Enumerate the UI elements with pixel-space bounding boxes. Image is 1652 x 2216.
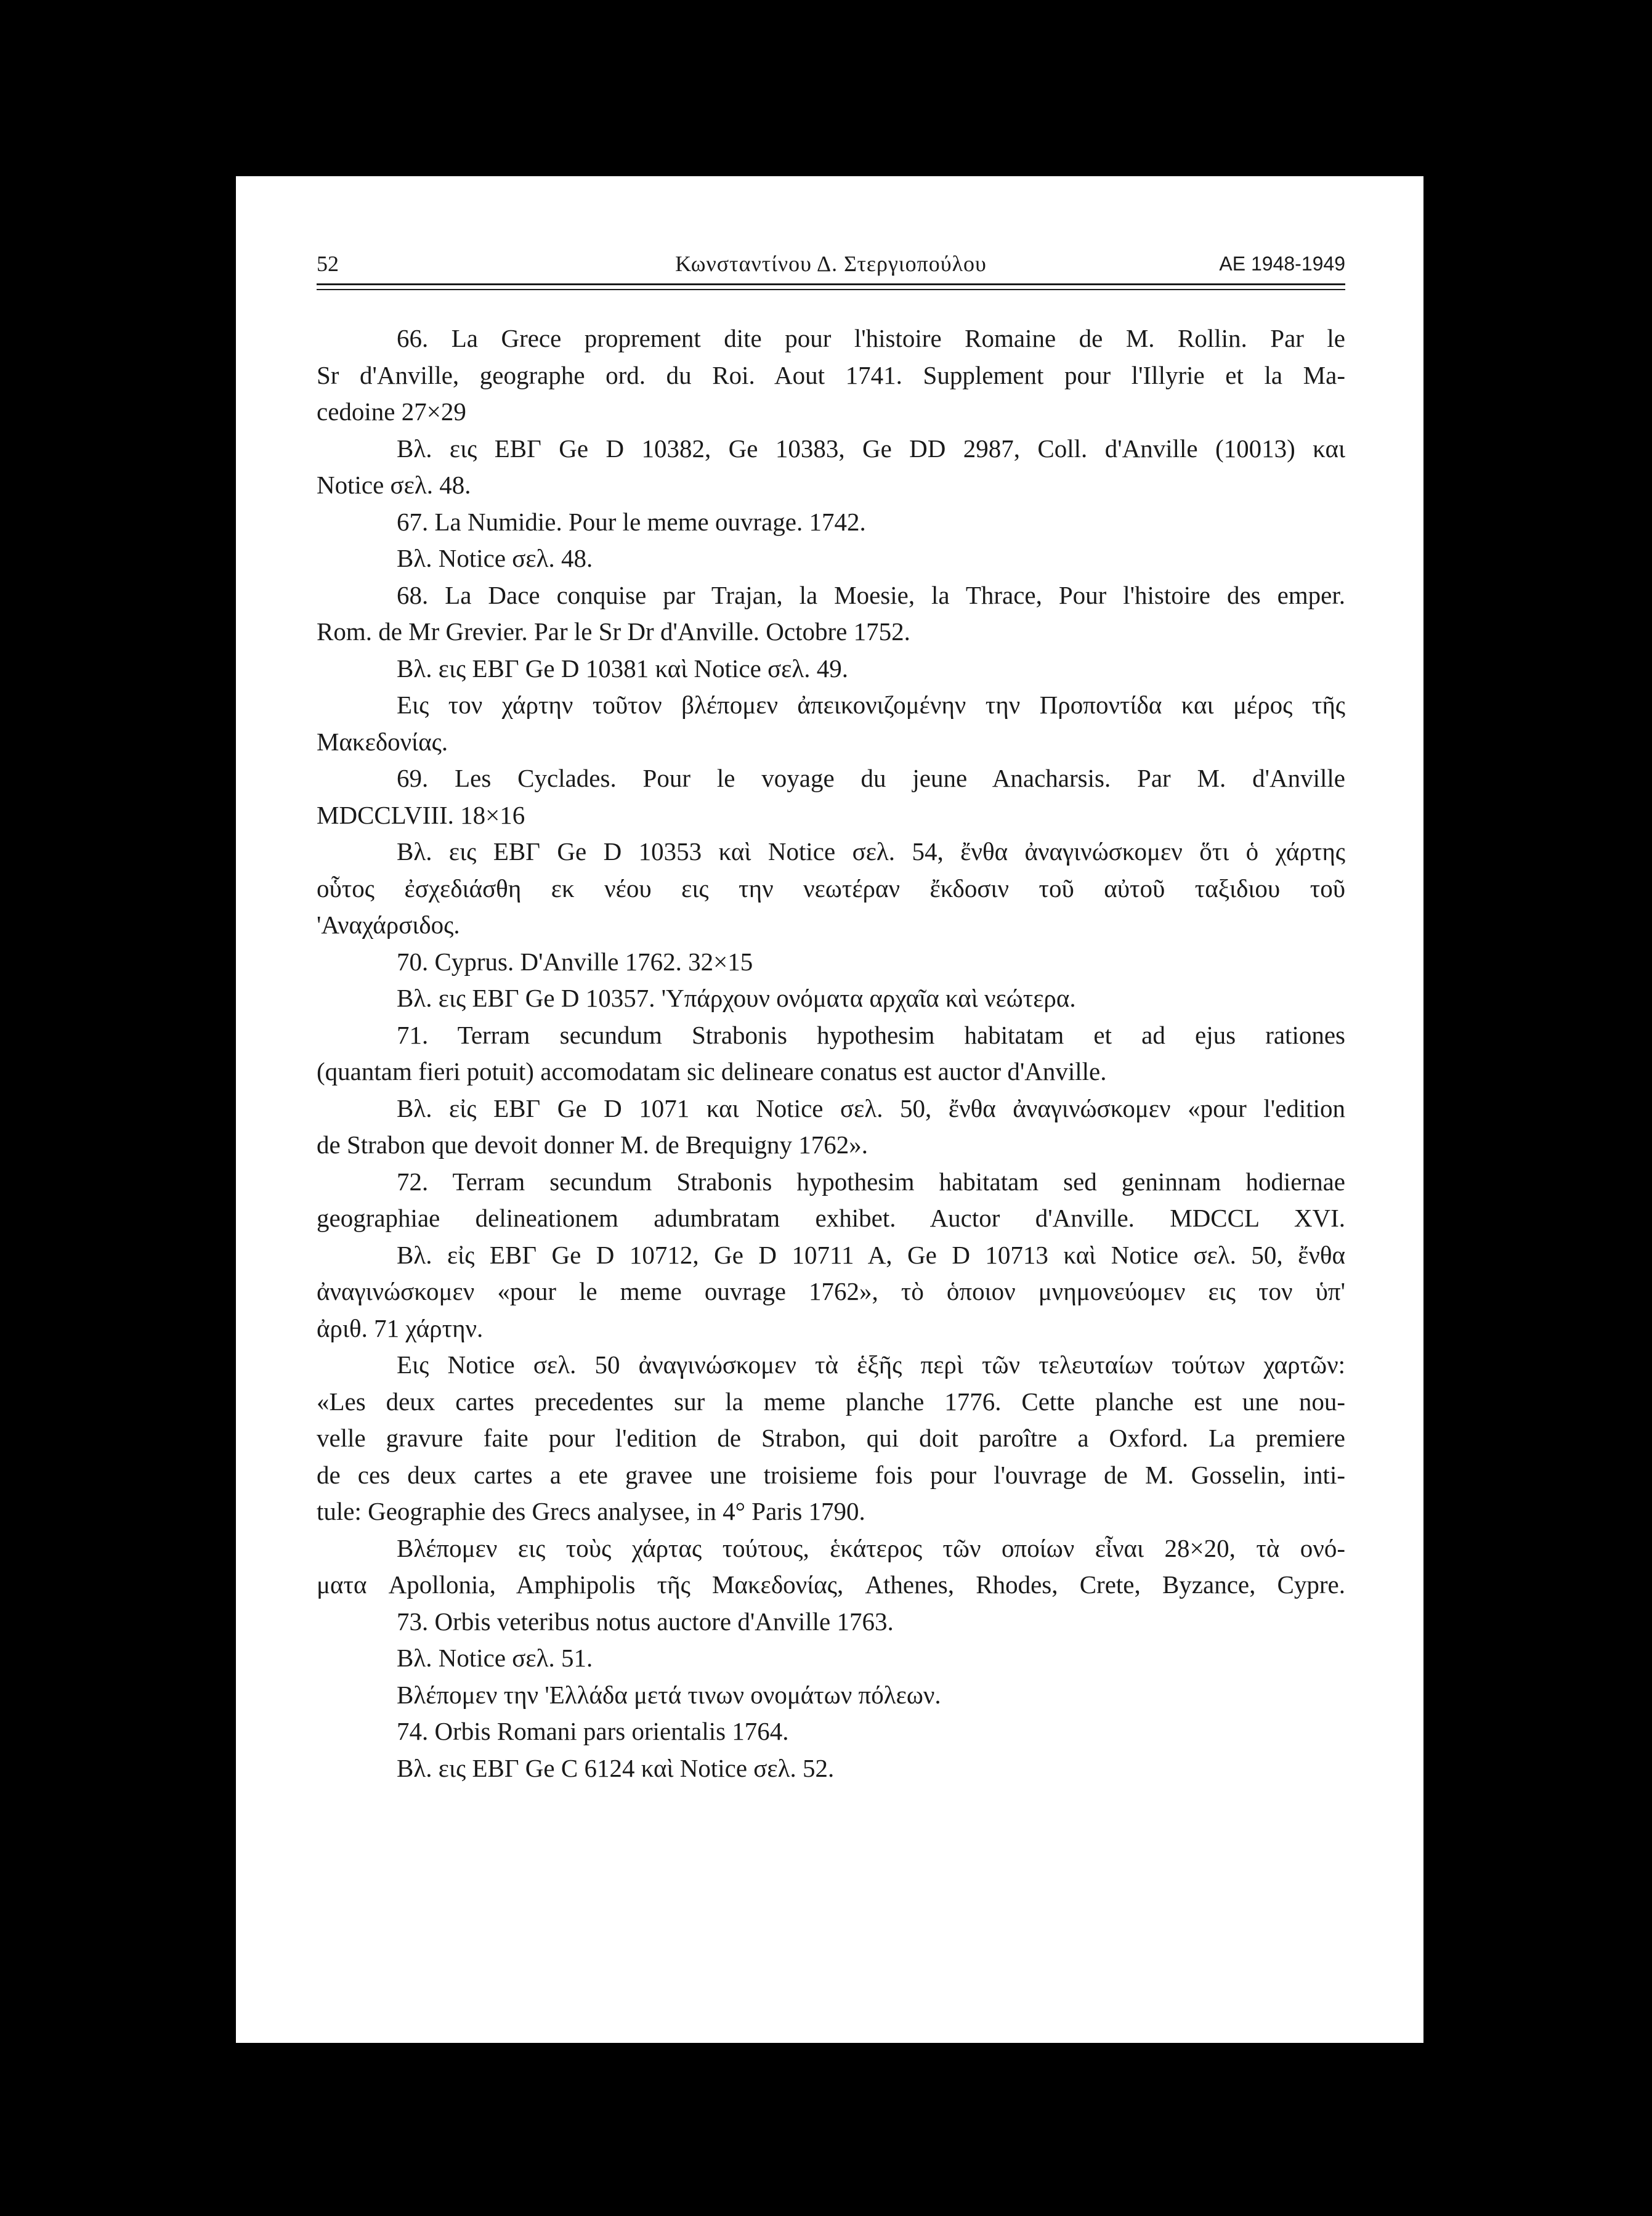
text-line: geographiae delineationem adumbratam exhibet. Auctor d'Anville. MDCCL XVI.	[317, 1204, 1345, 1232]
text-line: Βλ. Notice σελ. 48.	[397, 544, 593, 572]
text-line: «Les deux cartes precedentes sur la meme planche 1776. Cette planche est une nou-	[317, 1387, 1345, 1416]
text-line: Βλέπομεν την 'Ελλάδα μετά τινων ονομάτων πόλεων.	[397, 1680, 941, 1709]
text-line: Βλ. εις ΕΒΓ Ge D 10353 καὶ Notice σελ. 54, ἔνθα ἀναγινώσκομεν ὅτι ὁ χάρτης	[397, 837, 1345, 866]
journal-volume: ΑΕ 1948-1949	[1219, 253, 1345, 275]
running-header	[317, 250, 1345, 278]
text-line: 73. Orbis veteribus notus auctore d'Anville 1763.	[397, 1607, 894, 1636]
text-line: Βλ. εις ΕΒΓ Ge C 6124 καὶ Notice σελ. 52.	[397, 1753, 835, 1782]
text-line: Notice σελ. 48.	[317, 471, 471, 499]
text-line: Βλ. Notice σελ. 51.	[397, 1644, 593, 1672]
body-text	[317, 320, 1345, 1787]
text-line: Βλέπομεν εις τοὺς χάρτας τούτους, ἑκάτερος τῶν οποίων εἶναι 28×20, τὰ ονό-	[397, 1533, 1345, 1562]
text-line: de ces deux cartes a ete gravee une troisieme fois pour l'ouvrage de M. Gosselin, inti-	[317, 1460, 1345, 1489]
text-line: ἀναγινώσκομεν «pour le meme ouvrage 1762», τὸ ὁποιον μνημονεύομεν εις τον ὑπ'	[317, 1277, 1345, 1305]
text-line: cedoine 27×29	[317, 397, 466, 426]
text-line: Βλ. εις ΕΒΓ Ge D 10381 καὶ Notice σελ. 49.	[397, 654, 849, 683]
text-line: 69. Les Cyclades. Pour le voyage du jeune Anacharsis. Par M. d'Anville	[397, 764, 1345, 792]
text-line: de Strabon que devoit donner M. de Brequigny 1762».	[317, 1130, 869, 1159]
text-line: 70. Cyprus. D'Anville 1762. 32×15	[397, 947, 753, 976]
text-line: Μακεδονίας.	[317, 727, 448, 756]
text-line: MDCCLVIII. 18×16	[317, 800, 525, 829]
text-line: 72. Terram secundum Strabonis hypothesim habitatam sed geninnam hodiernae	[397, 1167, 1345, 1196]
text-line: 71. Terram secundum Strabonis hypothesim habitatam et ad ejus rationes	[397, 1020, 1345, 1049]
text-line: Sr d'Anville, geographe ord. du Roi. Aout 1741. Supplement pour l'Illyrie et la Ma-	[317, 360, 1345, 389]
text-line: 66. La Grece proprement dite pour l'histoire Romaine de M. Rollin. Par le	[397, 324, 1345, 352]
running-title: Κωνσταντίνου Δ. Στεργιοπούλου	[675, 251, 987, 276]
header-rule-thick	[317, 283, 1345, 285]
text-line: 74. Orbis Romani pars orientalis 1764.	[397, 1717, 789, 1745]
page-number: 52	[317, 251, 339, 276]
text-line: Εις τον χάρτην τοῦτον βλέπομεν ἀπεικονιζομένην την Προποντίδα και μέρος τῆς	[397, 691, 1345, 719]
text-line: (quantam fieri potuit) accomodatam sic delineare conatus est auctor d'Anville.	[317, 1057, 1107, 1086]
text-line: ματα Apollonia, Amphipolis τῆς Μακεδονίας, Athenes, Rhodes, Crete, Byzance, Cypre.	[317, 1570, 1345, 1599]
text-line: 'Αναχάρσιδος.	[317, 911, 460, 939]
text-line: 67. La Numidie. Pour le meme ouvrage. 1742.	[397, 507, 866, 536]
text-line: tule: Geographie des Grecs analysee, in 4° Paris 1790.	[317, 1497, 865, 1525]
header-rule-thin	[317, 289, 1345, 290]
text-line: Βλ. εἰς ΕΒΓ Ge D 10712, Ge D 10711 A, Ge D 10713 καὶ Notice σελ. 50, ἔνθα	[397, 1240, 1345, 1269]
text-line: 68. La Dace conquise par Trajan, la Moesie, la Thrace, Pour l'histoire des emper.	[397, 580, 1345, 609]
text-line: Εις Notice σελ. 50 ἀναγινώσκομεν τὰ ἑξῆς περὶ τῶν τελευταίων τούτων χαρτῶν:	[397, 1350, 1345, 1379]
text-line: ἀριθ. 71 χάρτην.	[317, 1313, 484, 1342]
text-line: οὗτος ἐσχεδιάσθη εκ νέου εις την νεωτέραν ἔκδοσιν τοῦ αὐτοῦ ταξιδιου τοῦ	[317, 874, 1345, 903]
text-line: Βλ. εις ΕΒΓ Ge D 10357. 'Υπάρχουν ονόματα αρχαῖα καὶ νεώτερα.	[397, 984, 1076, 1012]
text-line: Rom. de Mr Grevier. Par le Sr Dr d'Anville. Octobre 1752.	[317, 617, 910, 646]
text-line: Βλ. εἰς ΕΒΓ Ge D 1071 και Notice σελ. 50, ἔνθα ἀναγινώσκομεν «pour l'edition	[397, 1094, 1345, 1122]
text-line: Βλ. εις ΕΒΓ Ge D 10382, Ge 10383, Ge DD 2987, Coll. d'Anville (10013) και	[397, 434, 1345, 463]
text-line: velle gravure faite pour l'edition de Strabon, qui doit paroître a Oxford. La premiere	[317, 1424, 1345, 1452]
